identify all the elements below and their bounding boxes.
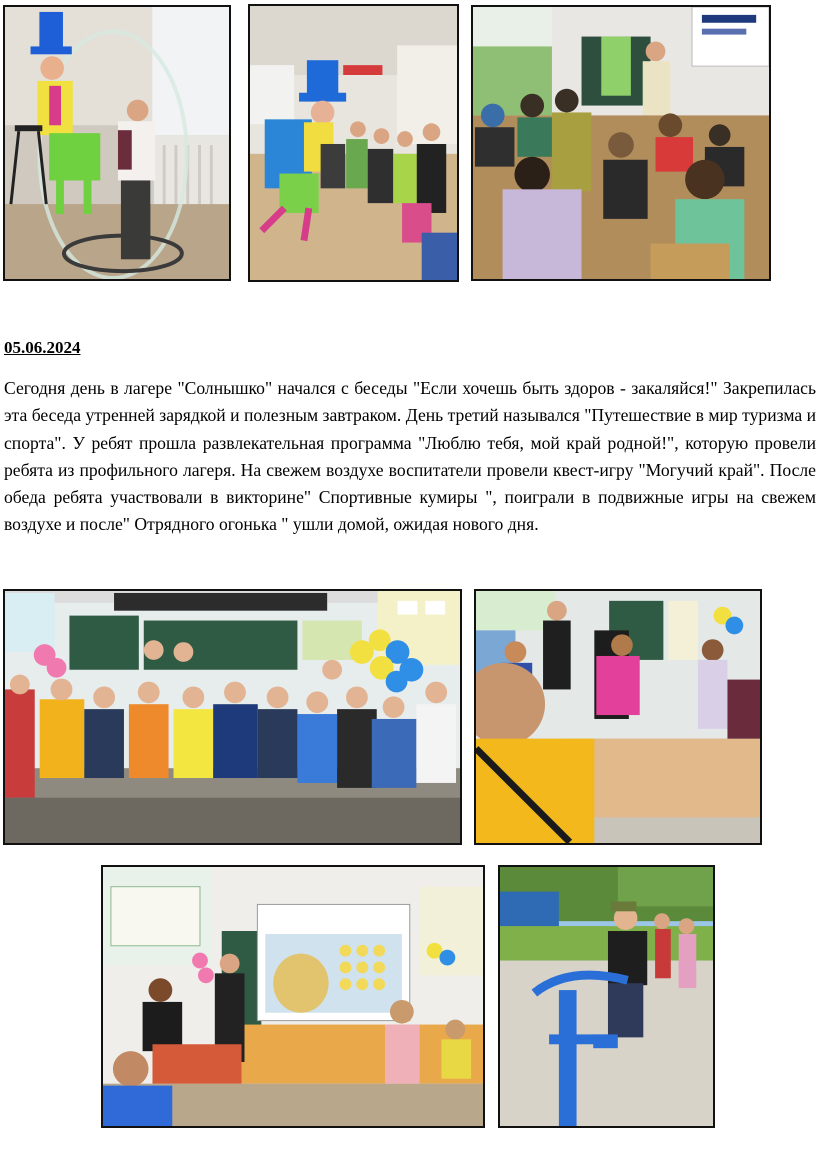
photo-classroom-presentation: [471, 5, 771, 281]
photo-projector-lesson: [101, 865, 485, 1128]
photo-clown-bubble: [3, 5, 231, 281]
photo-outdoor-exercise: [498, 865, 715, 1128]
report-paragraph: Сегодня день в лагере "Солнышко" начался с беседы "Если хочешь быть здоров - закаляйся!" Закрепилась эта беседа утренней зарядкой и полезным завтраком. День третий назывался "Путешествие в мир туризма и спорта". У ребят прошла развлекательная программа "Люблю тебя, мой край родной!", которую провели ребята из профильного лагеря. На свежем воздухе воспитатели провели квест-игру "Могучий край". После обеда ребята участвовали в викторине" Спортивные кумиры ", поиграли в подвижные игры на свежем воздухе и после" Отрядного огонька " ушли домой, ожидая нового дня.: [4, 378, 816, 535]
photo-group-balloons: [3, 589, 462, 845]
photo-classroom-tables: [474, 589, 762, 845]
report-date: 05.06.2024: [4, 338, 81, 357]
photo-clown-children: [248, 4, 459, 282]
